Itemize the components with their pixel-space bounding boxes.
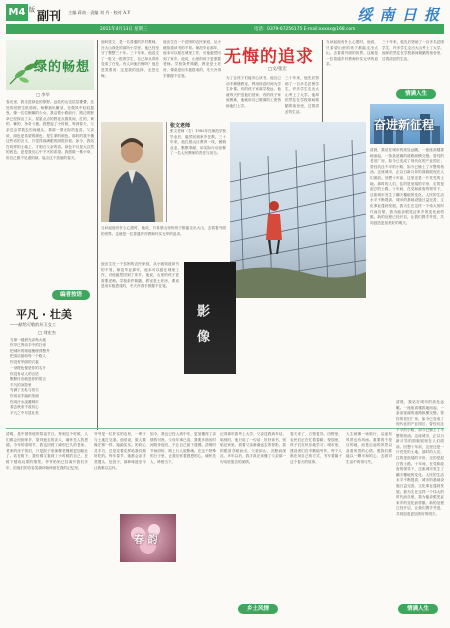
feature-col-4: 三十年来，他先后资助了一百多名贫困学生，许多学生走出大山考上了大学。他却依然住在学校那间简陋的宿舍里，过着清贫的生活。 (285, 76, 319, 114)
feature-greenhouse-photo (230, 122, 366, 298)
left-column (6, 40, 94, 366)
red-figure-photo (262, 196, 286, 256)
bottom-col-5: 春天来了，万物复苏。田野里，农民们正在忙着春耕；校园里，孩子们在快乐地学习；城市里，建设者们在辛勤地劳作。每个人都在用自己的方式，书写着属于这个春天的故事。 (290, 432, 342, 464)
section-badge (6, 4, 28, 21)
feature-col-6: 他出生在一个贫困的农民家庭，从小就知道读书的不易。师范毕业那年，他本可以留在城里工作，可他毅然回到了家乡。他说，山里的孩子更需要老师。学校条件简陋，教室是土坯房，课桌是用木板搭成的，冬天冷得手都握不住笔。 (101, 262, 179, 289)
hotline: 电话：0379-67256175 E-mail:xxxxx@168.com (254, 26, 356, 32)
poem-line: 平凡之中尽显壮美 (10, 410, 39, 415)
caption-label: 张文老师 (170, 123, 191, 129)
blossom-photo (120, 514, 176, 562)
bottom-col-4: 记得那年我考上大学，父亲送我到车站。临别时，他只说了一句话：好好读书，别惦记家里。看着父亲渐渐远去的背影，我的眼泪夺眶而出。父爱如山，沉默而深沉。多年以后，我才真正读懂了父亲那一句话里饱含的深情。 (220, 432, 286, 464)
feature-right-column: 当问起他有什么心愿时，他说，只希望山里的孩子都能走出大山，去看看外面的世界。这就是一位普通乡村教师朴实无华的追求。 (326, 40, 378, 67)
affection-black-photo (184, 262, 236, 374)
left-article-byline: □ 李华 (36, 92, 50, 97)
section-code: M4 (8, 7, 26, 18)
blossom-photo-label: 春 韵 (134, 535, 158, 546)
green-title-banner (6, 40, 94, 90)
poem-lines (10, 338, 94, 365)
poem-byline: □ 刘宏杰 (38, 330, 56, 335)
greenhouse-structure-illustration (230, 122, 366, 298)
issue-date: 2011年4月13日 星期三 (100, 26, 148, 32)
feature-col-1: 他叫张文，是一名普通的乡村教师。在大山深处的那所小学里，他已经坚守了整整三十年。三十年来，他送走了一批又一批的学生，自己却从青丝变成了白发。有人问他后悔吗？他总是笑着说：这是我的选择，无怨无悔。 (101, 40, 159, 78)
left-article-body: 春光里，我走进绿色的原野。远处的山峦层层叠叠，近处的田野生机勃勃。杨柳抽出嫩芽，在微风中轻轻摇曳，像一位位婀娜的少女。我沿着小路前行，路边的野草已经探出了头，星星点点的野花点缀其间，红的、黄的、紫的，争奇斗艳。我想起了小时候，每到春天，父亲总会带我去田间地头，看那一望无际的麦苗。父亲说，绿色是希望的颜色，是生命的颜色。那时的我不懂这些话的含义，只觉得那满眼的绿很好看。如今，我站在同样的土地上，才明白父亲的话。绿色不仅是大自然的底色，更是我们心中不灭的希望。我愿做一株小草，用自己微不足道的绿，装点这个美丽的春天。 (6, 100, 94, 160)
poem-line: 把城市的街道梳理得整齐 (10, 348, 50, 353)
right-article-body: 清晨，我站在城市的高处远眺。一座座高楼拔地而起，一条条宽阔的道路纵横交错。曾经的老旧厂房，如今已变成了现代化的产业园区；曾经坑洼不平的小路，如今已铺上了平整的柏油。这座城市，正以日新月异的面貌展现在人们面前。回想十年前，这里还是一片荒芜的土地。那时的人们，住的是低矮的平房，走的是泥泞的土路。十年间，在党和政府的领导下，这座城市发生了翻天覆地的变化。人民的生活水平不断提高，城市的基础设施日益完善，文化事业蓬勃发展。我为生在这样一个伟大的时代而自豪，我为能亲眼见证家乡的变化而骄傲。新的征程已经开启，让我们携手并进，共同创造更加美好的明天。 (370, 148, 444, 225)
column-divider (97, 40, 98, 430)
feature-col-2: 他出生在一个贫困的农民家庭，从小就知道读书的不易。师范毕业那年，他本可以留在城里工作，可他毅然回到了家乡。他说，山里的孩子更需要老师。学校条件简陋，教室是土坯房，课桌是用木板搭成的，冬天冷得手都握不住笔。 (163, 40, 221, 78)
poem-line: 你用汗水浇灌城市 (10, 399, 39, 404)
feature-col-5: 当问起他有什么心愿时，他说，只希望山里的孩子都能走出大山，去看看外面的世界。这就是一位普通乡村教师朴实无华的追求。 (101, 226, 226, 236)
poem-line: 你没有华丽的衣裳 (10, 359, 39, 364)
feature-stamp: 情满人生 (396, 89, 436, 99)
feature-byline: □文/张宏 (268, 67, 287, 72)
feature-col-3: 为了让孩子们能安心读书，他自己动手修缮教室，利用休息时间为学生补课。有的孩子家离学校远，他就每天护送他们回家；有的孩子家庭困难，他就用自己微薄的工资资助他们上学。 (226, 76, 281, 108)
bottom-stamp-a: 乡土风情 (238, 604, 278, 614)
right-article-title: 奋进新征程 (374, 118, 435, 132)
poem-line: 你早已挥动手中的扫帚 (10, 343, 46, 348)
child-figure-illustration (262, 196, 286, 256)
masthead (6, 4, 444, 36)
feature-portrait-photo (101, 122, 163, 222)
section-name: 副刊 (37, 9, 62, 23)
bottom-col-7: 清晨，我站在城市的高处远眺。一座座高楼拔地而起，一条条宽阔的道路纵横交错。曾经的老旧厂房，如今已变成了现代化的产业园区；曾经坑洼不平的小路，如今已铺上了平整的柏油。这座城市，正以日新月异的面貌展现在人们面前。回想十年前，这里还是一片荒芜的土地。那时的人们，住的是低矮的平房，走的是泥泞的土路。十年间，在党和政府的领导下，这座城市发生了翻天覆地的变化。人民的生活水平不断提高，城市的基础设施日益完善，文化事业蓬勃发展。我为生在这样一个伟大的时代而自豪，我为能亲眼见证家乡的变化而骄傲。新的征程已经开启，让我们携手并进，共同创造更加美好的明天。 (396, 400, 444, 516)
poem-continued (10, 366, 94, 426)
poem-line: 把清洁留给每一个路人 (10, 354, 46, 359)
bottom-section-rule (6, 428, 444, 429)
staff-line: 主编 蒋南 · 责编 刘 丹 · 校对 A.Y (68, 10, 131, 15)
poem-line: 默默付出就是你的誓言 (10, 377, 46, 382)
left-editor-stamp: 编者按语 (52, 290, 90, 300)
date-bar (6, 24, 444, 34)
poem-subtitle: ——献给可敬的环卫女工 (10, 322, 57, 327)
bottom-col-6: 人生就像一场旅行，沿途有风景也有风雨。重要的不是目的地，而是沿途的风景以及看风景的心情。愿我们都能以一颗平和的心，去面对生活中的得与失。 (346, 432, 392, 464)
poem-line: 平凡的身影里 (10, 382, 32, 387)
poem-title: 平凡 · 壮美 (16, 308, 72, 321)
column-divider (322, 40, 323, 122)
bottom-col-2: 爷爷是一位朴实的农民，一辈子与土地打交道。他常说，做人要像庄稼一样，踏踏实实。奶奶心灵手巧，总是变着花样给我们做好吃的。每年春节，她都会亲手蒸馒头、包饺子，那种味道至今让我难以忘怀。 (94, 432, 146, 470)
feature-far-right: 三十年来，他先后资助了一百多名贫困学生，许多学生走出大山考上了大学。他却依然住在学校那间简陋的宿舍里，过着清贫的生活。 (382, 40, 444, 61)
left-article-title: 绿的畅想 (34, 60, 91, 75)
poem-line: 你用双手编织美丽 (10, 393, 39, 398)
bottom-col-3: 如今，我也已经人到中年，更加懂得了亲情的可贵。父母年事已高，我要多抽出时间陪伴他们，不让自己留下遗憾。清明时节雨纷纷，路上行人欲断魂。在这个特殊的日子里，让我们怀着感恩的心，缅怀先人，珍惜当下。 (150, 432, 216, 464)
bottom-col-1: 清明，是中国传统的祭祖节日。每到这个时候，人们都会回到家乡，祭拜逝去的亲人，缅怀先人的恩德。今年的清明节，我也回到了阔别已久的老家。老家的房子依旧，只是院子里那棵老槐树更加粗壮了。站在树下，我仿佛又看到了小时候的自己，在树下嬉戏玩耍的情景。爷爷奶奶已经离开我们多年，但他们的音容笑貌却始终留在我的记忆里。 (6, 432, 88, 470)
feature-caption-box (166, 122, 226, 222)
poem-line: 一身橙色便是你的名片 (10, 366, 46, 370)
feature-photo-caption: 张文老师（右）1982年在师范学校毕业后，毅然回到家乡任教。三十年来，他扎根山区教育一线，兢兢业业，默默奉献，用实际行动诠释了一名人民教师的责任与担当。 (170, 129, 226, 156)
paper-brand: 绥 南 日 报 (357, 6, 440, 24)
poem-line: 春去秋来不改初心 (10, 405, 39, 410)
feature-title: 无悔的追求 (224, 47, 314, 67)
shadow-photo-label: 影 像 (194, 304, 209, 347)
right-title-banner (370, 104, 444, 144)
bottom-stamp-b: 情满人生 (398, 604, 438, 614)
poem-line: 写满了无私与担当 (10, 388, 39, 393)
section-word: 版 (29, 7, 36, 14)
poem-line: 当第一缕晨光亲吻大地 (10, 338, 46, 342)
poem-line: 你没有动人的言语 (10, 371, 39, 376)
teacher-portrait-icon (101, 122, 163, 222)
